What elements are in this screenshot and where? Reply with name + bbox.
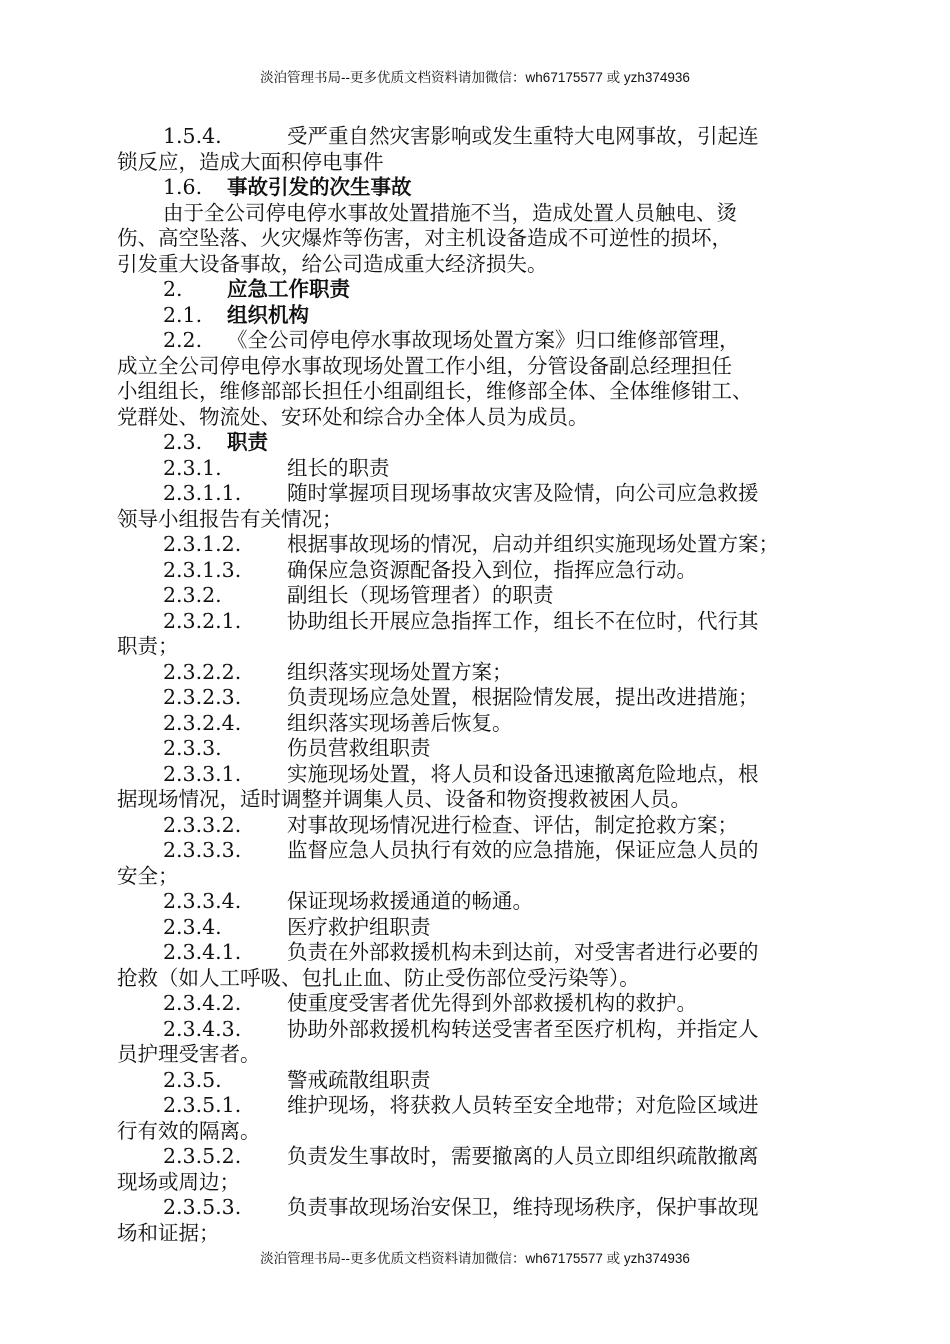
section-number: 2.3.3.3. bbox=[163, 838, 242, 862]
line-text: 现场或周边； bbox=[117, 1169, 240, 1194]
text-line bbox=[117, 1093, 837, 1119]
line-text: 组长的职责 bbox=[287, 455, 390, 480]
section-number: 2.3.5.3. bbox=[163, 1195, 242, 1219]
line-text: 保证现场救援通道的畅通。 bbox=[287, 889, 533, 913]
text-line bbox=[117, 864, 837, 890]
line-text: 实施现场处置，将人员和设备迅速撤离危险地点，根 bbox=[287, 761, 759, 786]
section-heading: 事故引发的次生事故 bbox=[227, 175, 412, 199]
line-text: 随时掌握项目现场事故灾害及险情，向公司应急救援 bbox=[287, 481, 759, 505]
section-number: 2.3.1.3. bbox=[163, 557, 242, 582]
line-text: 医疗救护组职责 bbox=[287, 914, 431, 939]
text-line bbox=[117, 813, 837, 839]
section-number: 2.3.2.1. bbox=[163, 608, 242, 633]
section-number: 2.3.3. bbox=[163, 736, 222, 760]
text-line bbox=[117, 1119, 837, 1145]
text-line bbox=[117, 201, 837, 227]
text-line bbox=[117, 1017, 837, 1043]
section-number: 2.3.3.4. bbox=[163, 889, 242, 913]
section-number: 2.3.4.3. bbox=[163, 1016, 242, 1041]
section-number: 2.3.1. bbox=[163, 455, 222, 480]
text-line bbox=[117, 124, 837, 150]
line-text: 由于全公司停电停水事故处置措施不当，造成处置人员触电、烫 bbox=[163, 200, 737, 225]
section-number: 2.3.2. bbox=[163, 583, 222, 607]
text-line bbox=[117, 405, 837, 431]
section-number: 2.3.1.2. bbox=[163, 532, 242, 556]
text-line bbox=[117, 1195, 837, 1221]
line-text: 职责； bbox=[117, 634, 179, 658]
document-body bbox=[117, 124, 837, 1246]
text-line bbox=[117, 1221, 837, 1247]
text-line bbox=[117, 1144, 837, 1170]
text-line bbox=[117, 379, 837, 405]
text-line bbox=[117, 762, 837, 788]
section-heading: 职责 bbox=[227, 430, 268, 454]
section-heading: 组织机构 bbox=[227, 302, 309, 327]
line-text: 协助外部救援机构转送受害者至医疗机构，并指定人 bbox=[287, 1016, 759, 1041]
text-line bbox=[117, 1170, 837, 1196]
text-line bbox=[117, 838, 837, 864]
line-text: 根据事故现场的情况，启动并组织实施现场处置方案； bbox=[287, 532, 779, 556]
text-line bbox=[117, 583, 837, 609]
section-number: 2.3.3.2. bbox=[163, 812, 242, 837]
line-text: 警戒疏散组职责 bbox=[287, 1067, 431, 1092]
line-text: 伤、高空坠落、火灾爆炸等伤害，对主机设备造成不可逆性的损坏， bbox=[117, 226, 732, 250]
section-number: 2.3.4.1. bbox=[163, 940, 242, 964]
text-line bbox=[117, 303, 837, 329]
line-text: 员护理受害者。 bbox=[117, 1042, 261, 1066]
text-line bbox=[117, 150, 837, 176]
line-text: 协助组长开展应急指挥工作，组长不在位时，代行其 bbox=[287, 608, 759, 633]
section-number: 2.3.1.1. bbox=[163, 481, 242, 505]
section-number: 2.3.3.1. bbox=[163, 761, 242, 786]
text-line bbox=[117, 507, 837, 533]
section-number: 2.3. bbox=[163, 430, 203, 454]
section-number: 2.3.4.2. bbox=[163, 991, 242, 1015]
page-header: 淡泊管理书局--更多优质文档资料请加微信：wh67175577 或 yzh374936 bbox=[260, 70, 690, 85]
section-number: 2.3.2.3. bbox=[163, 685, 242, 709]
text-line bbox=[117, 277, 837, 303]
section-number: 2.3.5.1. bbox=[163, 1093, 242, 1117]
page-footer: 淡泊管理书局--更多优质文档资料请加微信：wh67175577 或 yzh374936 bbox=[260, 1251, 690, 1266]
line-text: 安全； bbox=[117, 863, 179, 888]
line-text: 小组组长，维修部部长担任小组副组长，维修部全体、全体维修钳工、 bbox=[117, 379, 753, 403]
line-text: 负责发生事故时，需要撤离的人员立即组织疏散撤离 bbox=[287, 1144, 759, 1168]
section-number: 1.5.4. bbox=[163, 124, 222, 148]
section-number: 1.6. bbox=[163, 175, 203, 199]
text-line bbox=[117, 175, 837, 201]
text-line bbox=[117, 328, 837, 354]
line-text: 领导小组报告有关情况； bbox=[117, 506, 343, 531]
section-number: 2. bbox=[163, 277, 183, 301]
line-text: 行有效的隔离。 bbox=[117, 1118, 261, 1143]
line-text: 伤员营救组职责 bbox=[287, 736, 431, 760]
line-text: 党群处、物流处、安环处和综合办全体人员为成员。 bbox=[117, 404, 589, 429]
text-line bbox=[117, 354, 837, 380]
line-text: 负责在外部救援机构未到达前，对受害者进行必要的 bbox=[287, 940, 759, 964]
text-line bbox=[117, 634, 837, 660]
line-text: 成立全公司停电停水事故现场处置工作小组，分管设备副总经理担任 bbox=[117, 353, 732, 378]
line-text: 负责事故现场治安保卫，维持现场秩序，保护事故现 bbox=[287, 1195, 759, 1219]
line-text: 受严重自然灾害影响或发生重特大电网事故，引起连 bbox=[287, 124, 759, 148]
text-line bbox=[117, 430, 837, 456]
text-line bbox=[117, 711, 837, 737]
text-line bbox=[117, 940, 837, 966]
line-text: 使重度受害者优先得到外部救援机构的救护。 bbox=[287, 991, 697, 1015]
line-text: 场和证据； bbox=[117, 1220, 220, 1245]
section-number: 2.3.5. bbox=[163, 1067, 222, 1092]
line-text: 抢救（如人工呼吸、包扎止血、防止受伤部位受污染等）。 bbox=[117, 965, 640, 990]
line-text: 负责现场应急处置，根据险情发展，提出改进措施； bbox=[287, 685, 759, 709]
line-text: 锁反应，造成大面积停电事件 bbox=[117, 149, 384, 174]
text-line bbox=[117, 660, 837, 686]
section-heading: 应急工作职责 bbox=[227, 277, 350, 301]
line-text: 引发重大设备事故，给公司造成重大经济损失。 bbox=[117, 251, 548, 276]
text-line bbox=[117, 991, 837, 1017]
line-text: 据现场情况，适时调整并调集人员、设备和物资搜救被困人员。 bbox=[117, 787, 691, 811]
line-text: 副组长（现场管理者）的职责 bbox=[287, 583, 554, 607]
text-line bbox=[117, 226, 837, 252]
text-line bbox=[117, 736, 837, 762]
line-text: 《全公司停电停水事故现场处置方案》归口维修部管理， bbox=[227, 328, 740, 352]
text-line bbox=[117, 252, 837, 278]
line-text: 对事故现场情况进行检查、评估，制定抢救方案； bbox=[287, 812, 738, 837]
line-text: 监督应急人员执行有效的应急措施，保证应急人员的 bbox=[287, 838, 759, 862]
text-line bbox=[117, 481, 837, 507]
section-number: 2.2. bbox=[163, 328, 203, 352]
line-text: 组织落实现场善后恢复。 bbox=[287, 710, 513, 735]
section-number: 2.1. bbox=[163, 302, 203, 327]
section-number: 2.3.2.4. bbox=[163, 710, 242, 735]
line-text: 确保应急资源配备投入到位，指挥应急行动。 bbox=[287, 557, 697, 582]
text-line bbox=[117, 558, 837, 584]
text-line bbox=[117, 1042, 837, 1068]
line-text: 组织落实现场处置方案； bbox=[287, 659, 513, 684]
text-line bbox=[117, 966, 837, 992]
text-line bbox=[117, 889, 837, 915]
text-line bbox=[117, 787, 837, 813]
section-number: 2.3.5.2. bbox=[163, 1144, 242, 1168]
section-number: 2.3.2.2. bbox=[163, 659, 242, 684]
text-line bbox=[117, 456, 837, 482]
text-line bbox=[117, 532, 837, 558]
text-line bbox=[117, 1068, 837, 1094]
text-line bbox=[117, 609, 837, 635]
text-line bbox=[117, 685, 837, 711]
section-number: 2.3.4. bbox=[163, 914, 222, 939]
line-text: 维护现场，将获救人员转至安全地带；对危险区域进 bbox=[287, 1093, 759, 1117]
text-line bbox=[117, 915, 837, 941]
